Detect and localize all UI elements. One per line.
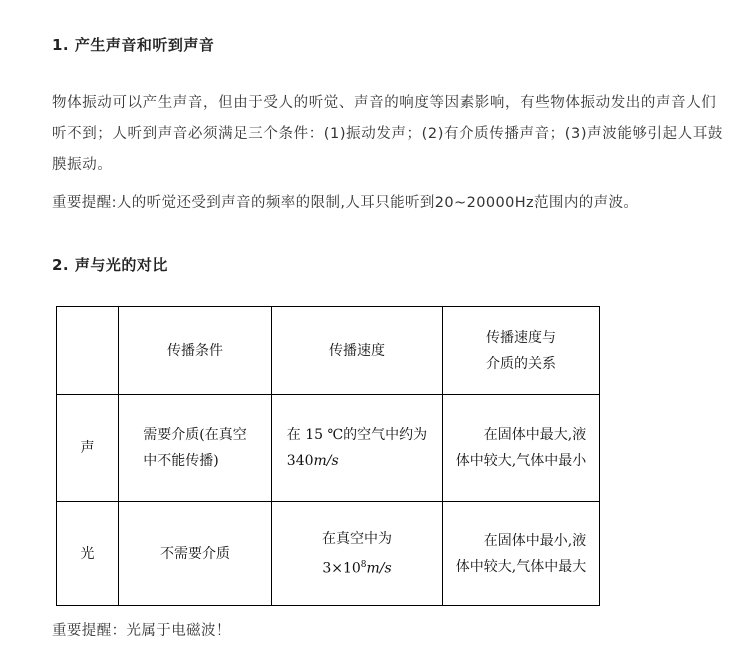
header-relation-line1: 传播速度与: [486, 329, 556, 346]
header-empty-cell: [57, 307, 119, 395]
section1-paragraph: 物体振动可以产生声音，但由于受人的听觉、声音的响度等因素影响，有些物体振动发出的声音人们听不到；人听到声音必须满足三个条件：(1)振动发声；(2)有介质传播声音；(3)声波能够引起人耳鼓膜振动。: [52, 95, 724, 173]
section1-reminder: 重要提醒:人的听觉还受到声音的频率的限制,人耳只能听到20~20000Hz范围内的声波。: [52, 195, 639, 211]
light-speed-exponent: 8: [360, 559, 367, 570]
sound-speed-line2: [287, 448, 427, 474]
row-label-sound: 声: [57, 395, 119, 502]
section2-title: 2. 声与光的对比: [52, 256, 168, 274]
table-row-sound: [57, 395, 600, 502]
light-relation-cell: [443, 502, 600, 606]
sound-condition-line1: 需要介质(在真空: [143, 427, 247, 443]
sound-speed-cell: [272, 395, 443, 502]
row-label-light: 光: [57, 502, 119, 606]
light-speed-base: 3×10: [322, 560, 361, 577]
sound-relation-line1: 在固体中最大,液: [483, 427, 587, 443]
light-speed-unit: m/s: [366, 560, 392, 577]
sound-speed-value: 340: [286, 453, 314, 469]
light-relation-line1: 在固体中最小,液: [483, 532, 587, 549]
sound-speed-line1: 在 15 ℃的空气中约为: [286, 427, 428, 443]
sound-condition-line2: 中不能传播): [143, 453, 219, 469]
light-speed-line1: 在真空中为: [322, 530, 392, 547]
section1-title: 1. 产生声音和听到声音: [52, 36, 215, 54]
light-relation-line2: 体中较大,气体中最大: [455, 558, 587, 575]
header-relation: [443, 307, 600, 395]
light-speed-line2: [272, 552, 442, 582]
table-header-row: [57, 307, 600, 395]
light-condition-cell: 不需要介质: [119, 502, 272, 606]
table-row-light: [57, 502, 600, 606]
sound-relation-line2: 体中较大,气体中最小: [455, 453, 587, 469]
header-speed: 传播速度: [272, 307, 443, 395]
light-speed-cell: [272, 502, 443, 606]
section2-reminder: 重要提醒：光属于电磁波！: [52, 623, 231, 639]
header-relation-line2: 介质的关系: [486, 355, 556, 372]
header-condition: 传播条件: [119, 307, 272, 395]
sound-condition-cell: [119, 395, 272, 502]
sound-light-comparison-table: [56, 306, 600, 606]
sound-speed-unit: m/s: [313, 453, 339, 469]
sound-relation-cell: [443, 395, 600, 502]
